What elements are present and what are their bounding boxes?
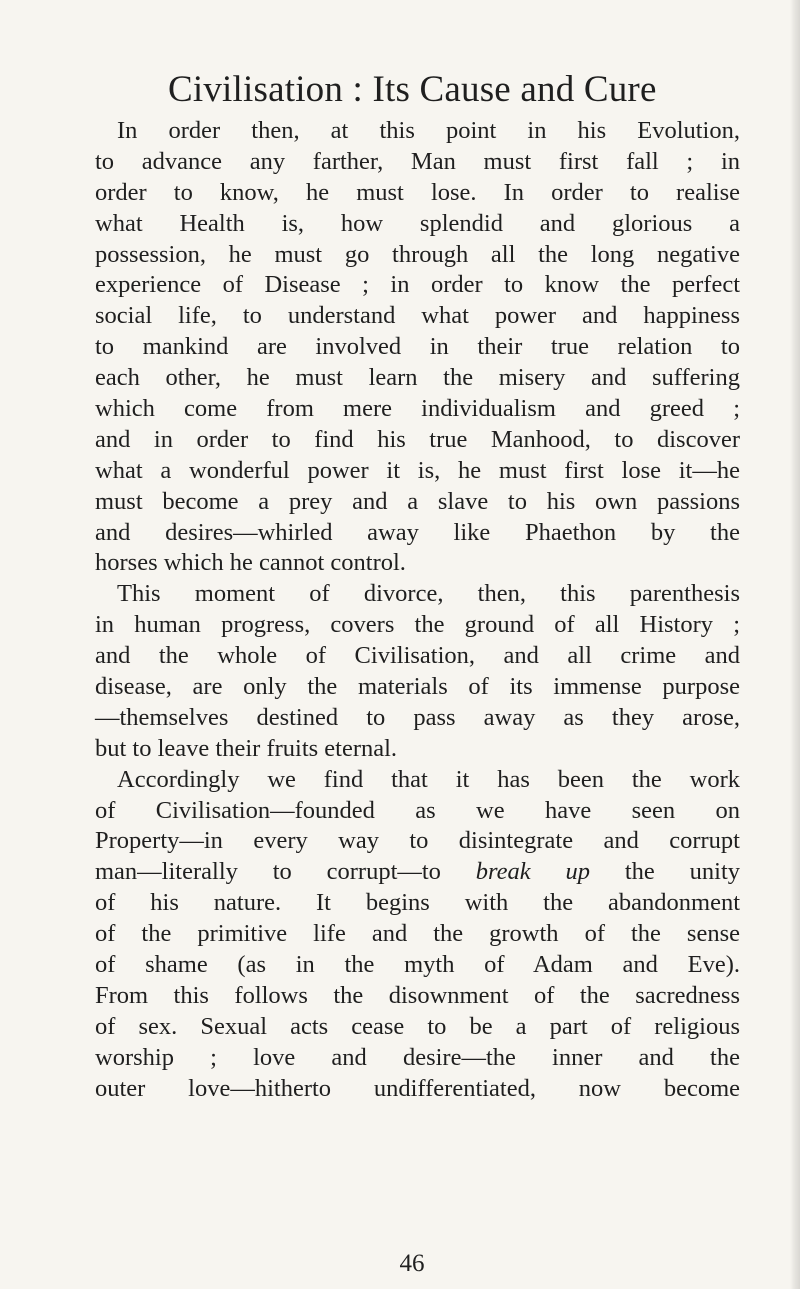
page-edge-shadow xyxy=(790,0,800,1289)
text-line: of shame (as in the myth of Adam and Eve). xyxy=(95,951,740,979)
text-line: but to leave their fruits eternal. xyxy=(95,734,398,762)
text-line: horses which he cannot control. xyxy=(95,549,406,577)
text-line: of sex. Sexual acts cease to be a part of religious xyxy=(95,1012,740,1040)
text-line: social life, to understand what power and happiness xyxy=(95,302,740,330)
text-line: and the whole of Civilisation, and all crime and xyxy=(95,642,740,670)
text-line: to mankind are involved in their true relation to xyxy=(95,333,740,361)
text-run: the unity xyxy=(590,858,741,886)
text-line: possession, he must go through all the long negative xyxy=(95,240,740,268)
text-line: and in order to find his true Manhood, to discover xyxy=(95,425,740,453)
text-line: each other, he must learn the misery and suffering xyxy=(95,364,740,392)
text-line: From this follows the disownment of the sacredness xyxy=(95,981,740,1009)
text-line: Accordingly we find that it has been the work xyxy=(117,765,740,793)
text-line: in human progress, covers the ground of all History ; xyxy=(95,611,740,639)
text-line: order to know, he must lose. In order to realise xyxy=(95,178,740,206)
text-line: must become a prey and a slave to his own passions xyxy=(95,487,740,515)
text-line: worship ; love and desire—the inner and the xyxy=(95,1043,740,1071)
text-line: experience of Disease ; in order to know the perfect xyxy=(95,271,740,299)
page-number: 46 xyxy=(399,1250,425,1277)
text-line: of the primitive life and the growth of the sense xyxy=(95,920,740,948)
italic-phrase: break up xyxy=(475,858,591,886)
text-run: man—literally to corrupt—to xyxy=(95,858,476,886)
text-line: what Health is, how splendid and glorious a xyxy=(95,209,740,237)
text-line: In order then, at this point in his Evolution, xyxy=(117,117,740,144)
text-line: outer love—hitherto undifferentiated, now become xyxy=(95,1074,740,1102)
text-line: which come from mere individualism and greed ; xyxy=(95,395,740,423)
text-line: of his nature. It begins with the abandonment xyxy=(95,889,740,917)
text-line: to advance any farther, Man must first fall ; in xyxy=(95,147,740,175)
text-line: what a wonderful power it is, he must first lose it—he xyxy=(95,456,740,484)
text-line: Property—in every way to disintegrate and corrupt xyxy=(95,827,740,855)
text-line: of Civilisation—founded as we have seen on xyxy=(95,796,740,824)
text-line: —themselves destined to pass away as they arose, xyxy=(95,703,740,731)
running-head: Civilisation : Its Cause and Cure xyxy=(168,69,657,110)
text-line: disease, are only the materials of its immense purpose xyxy=(95,673,740,701)
body-text xyxy=(95,116,740,1105)
text-line: This moment of divorce, then, this parenthesis xyxy=(117,580,740,608)
text-line: and desires—whirled away like Phaethon by the xyxy=(95,518,740,546)
text-line xyxy=(95,857,740,888)
